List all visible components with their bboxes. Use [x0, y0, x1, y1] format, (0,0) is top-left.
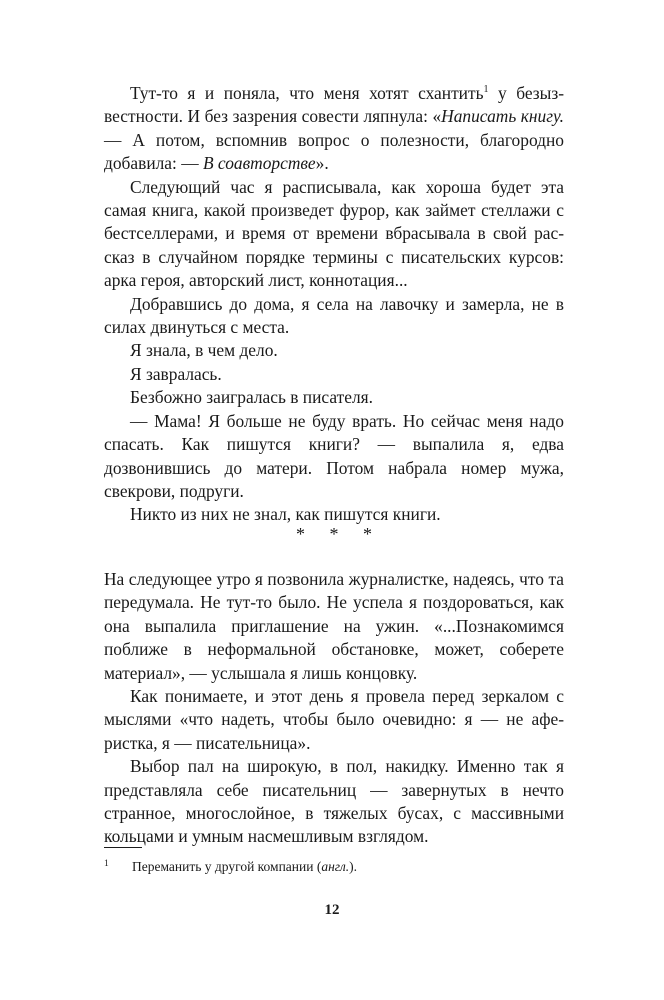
- footnote-divider: [104, 847, 142, 848]
- paragraph-text: Тут-то я и поняла, что меня хотят схантить: [130, 83, 484, 103]
- footnote: [104, 858, 564, 876]
- page-number: 12: [324, 902, 340, 918]
- main-text-block-1: [104, 82, 564, 527]
- paragraph: На следующее утро я позвонила журналистке, надеясь, что та передумала. Не тут-то было. Не успела я поздороваться, как она выпалила приглашение на ужин. «...Познакомимся поближе в неформальной обстановке, может, соберете материал», — услышала я лишь концовку.: [104, 569, 564, 683]
- paragraph-text: — А потом, вспомнив вопрос о полезности, благородно добавила: —: [104, 129, 564, 174]
- section-separator: [104, 524, 564, 545]
- italic-text: В соавторстве: [202, 153, 316, 174]
- separator-star: *: [296, 524, 305, 544]
- footnote-text: Переманить у другой компании (англ.).: [132, 859, 358, 874]
- paragraph: Я знала, в чем дело.: [130, 340, 278, 361]
- paragraph: Безбожно заигралась в писателя.: [130, 387, 373, 408]
- paragraph: — Мама! Я больше не буду врать. Но сейчас меня надо спасать. Как пишутся книги? — выпалила я, едва дозвонившись до матери. Потом набрала номер мужа, свекрови, подруги.: [104, 410, 564, 501]
- paragraph: Я завралась.: [130, 363, 222, 384]
- footnote-ref[interactable]: 1: [483, 84, 489, 95]
- italic-text: Написать книгу.: [441, 106, 564, 127]
- paragraph: Добравшись до дома, я села на лавочку и замерла, не в силах двинуться с места.: [104, 293, 564, 338]
- paragraph: Никто из них не знал, как пишутся книги.: [130, 504, 441, 525]
- paragraph: [104, 82, 564, 176]
- separator-star: *: [363, 524, 372, 544]
- paragraph: Следующий час я расписывала, как хороша будет эта самая книга, какой произведет фурор, как займет стеллажи с бестселлерами, и время от времени вбрасывала в свой рассказ в случайном порядке термины с писательских курсов: арка героя, авторский лист, коннотация...: [104, 176, 564, 291]
- paragraph-text: ».: [315, 153, 329, 174]
- paragraph: Выбор пал на широкую, в пол, накидку. Именно так я представляла себе писательниц — завернутых в нечто странное, многослойное, в тяжелых бусах, с массивными кольцами и умным насмешливым взглядом.: [104, 756, 564, 847]
- paragraph-text: у безызвестности. И без зазрения совести ляпнула: «: [104, 83, 564, 127]
- separator-star: *: [329, 524, 339, 544]
- footnote-number: 1: [104, 859, 109, 869]
- paragraph: Как понимаете, и этот день я провела перед зеркалом с мыслями «что надеть, чтобы было очевидно: я — не аферистка, я — писательница».: [104, 686, 564, 753]
- main-text-block-2: [104, 568, 564, 849]
